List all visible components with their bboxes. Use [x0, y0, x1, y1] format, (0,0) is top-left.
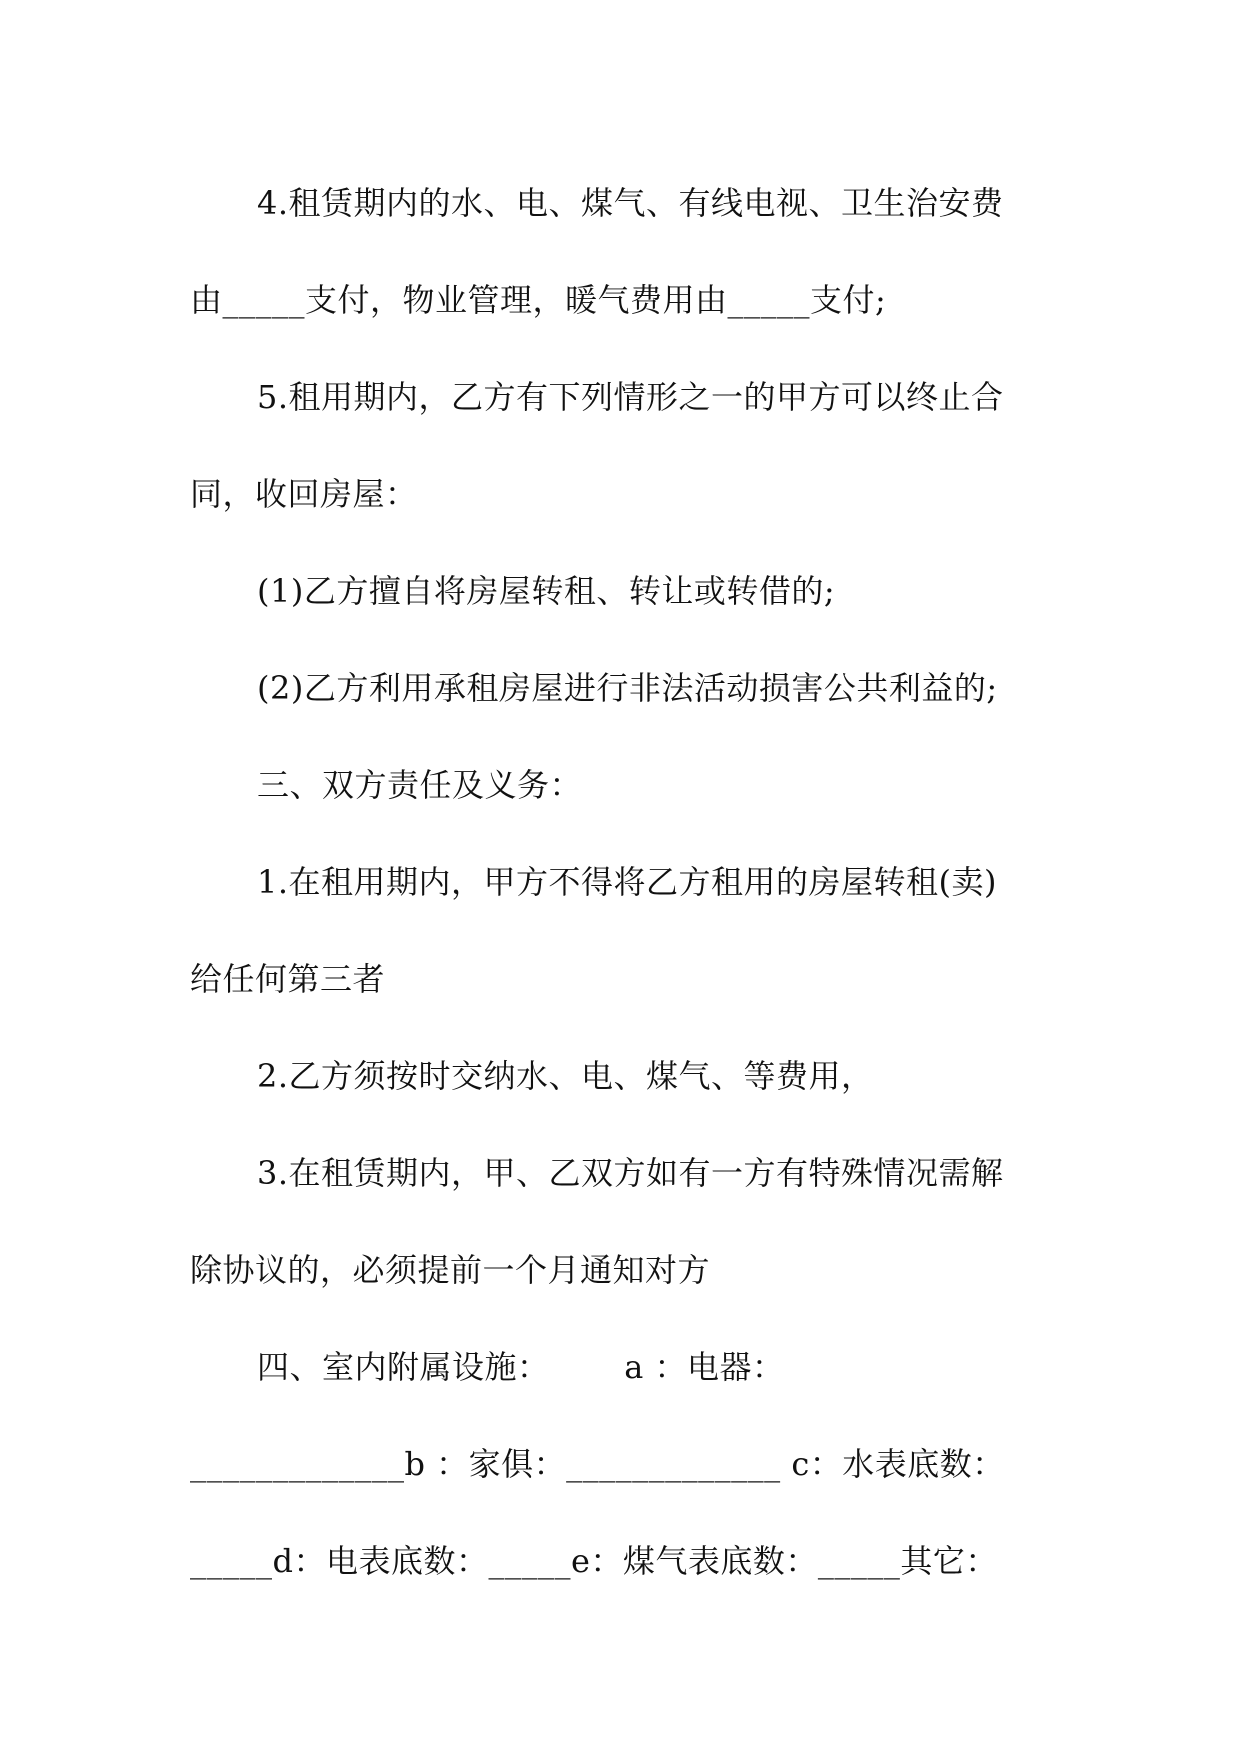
clause-4-line-2: 由_____支付，物业管理，暖气费用由_____支付;: [190, 281, 887, 319]
clause-5-item-2: (2)乙方利用承租房屋进行非法活动损害公共利益的;: [257, 669, 998, 707]
section-4-line-2: _____________b ：家俱：_____________ c：水表底数：: [190, 1445, 1005, 1483]
section-3-clause-2: 2.乙方须按时交纳水、电、煤气、等费用，: [257, 1057, 874, 1095]
clause-4-line-1: 4.租赁期内的水、电、煤气、有线电视、卫生治安费: [257, 184, 1004, 222]
clause-5-item-1: (1)乙方擅自将房屋转租、转让或转借的;: [257, 572, 836, 610]
section-3-clause-3-line-2: 除协议的，必须提前一个月通知对方: [190, 1251, 711, 1289]
section-3-heading: 三、双方责任及义务：: [257, 766, 583, 804]
section-4-line-3: _____d：电表底数：_____e：煤气表底数：_____其它：: [190, 1542, 998, 1580]
section-3-clause-1-line-2: 给任何第三者: [190, 960, 386, 998]
section-4-heading: 四、室内附属设施： a ：电器：: [257, 1348, 785, 1386]
clause-5-line-1: 5.租用期内，乙方有下列情形之一的甲方可以终止合: [257, 378, 1004, 416]
section-3-clause-1-line-1: 1.在租用期内，甲方不得将乙方租用的房屋转租(卖): [257, 863, 998, 901]
section-3-clause-3-line-1: 3.在租赁期内，甲、乙双方如有一方有特殊情况需解: [257, 1154, 1004, 1192]
clause-5-line-2: 同，收回房屋：: [190, 475, 418, 513]
